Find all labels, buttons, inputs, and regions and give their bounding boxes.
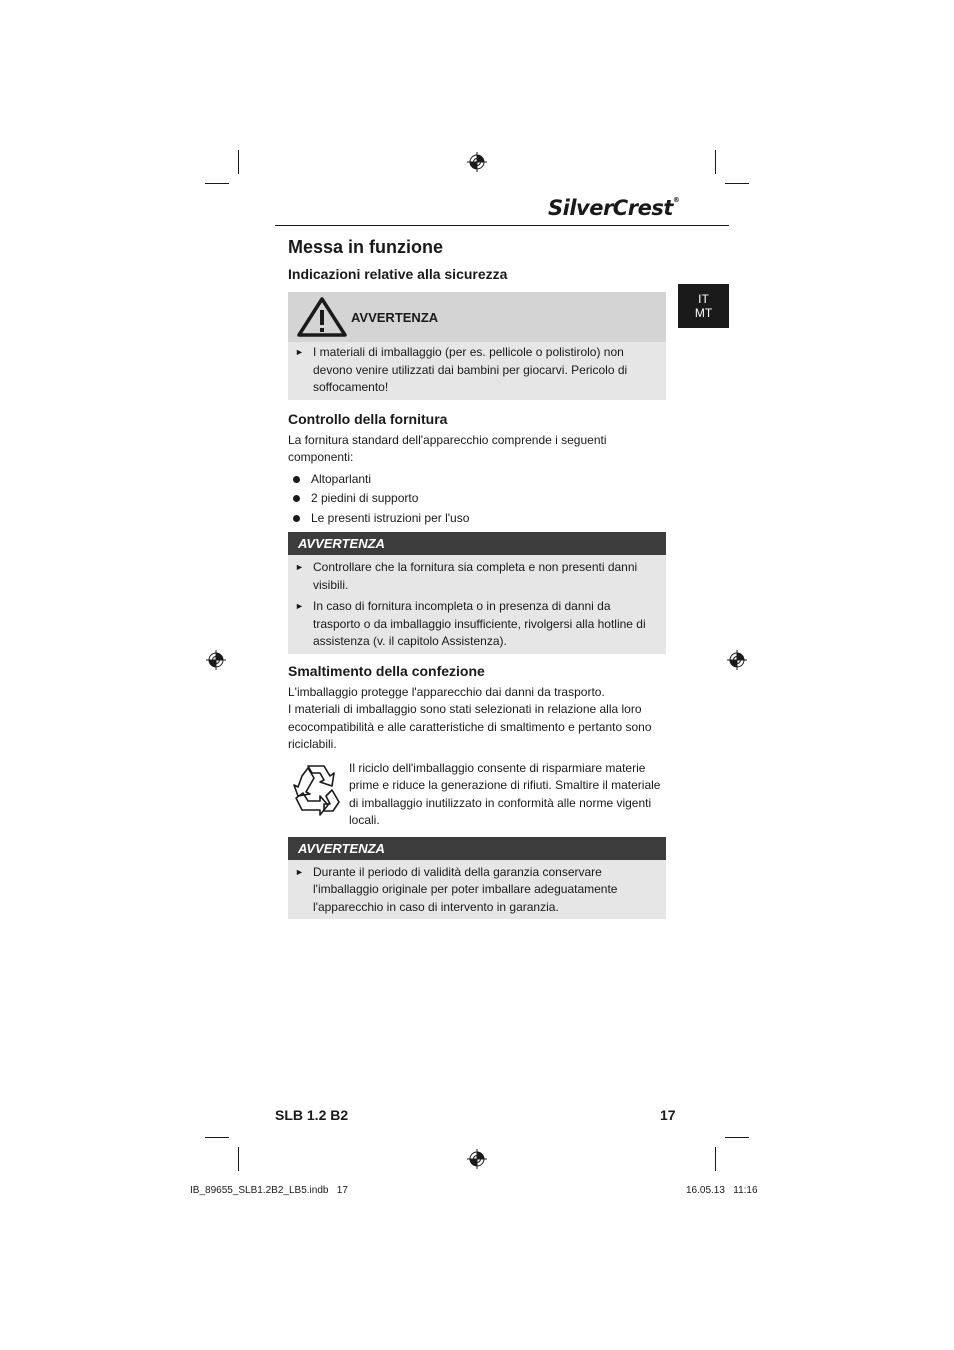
warning-header <box>288 292 666 342</box>
warning-item-text: Controllare che la fornitura sia completa e non presenti danni visibili. <box>313 560 638 592</box>
bullet-dot-icon <box>293 495 300 502</box>
print-file-name: IB_89655_SLB1.2B2_LB5.indb 17 <box>190 1185 348 1196</box>
section-heading-safety: Indicazioni relative alla sicurezza <box>288 266 508 282</box>
page-number: 17 <box>660 1107 676 1123</box>
crop-mark <box>715 150 716 174</box>
list-item <box>288 489 666 509</box>
warning-item-text: In caso di fornitura incompleta o in presenza di danni da trasporto o da imballaggio insufficiente, rivolgersi alla hotline di assistenza (v. il capitolo Assistenza). <box>313 599 646 648</box>
arrow-bullet-icon: ► <box>295 866 304 877</box>
warning-header: AVVERTENZA <box>288 532 666 555</box>
footer-model: SLB 1.2 B2 <box>275 1107 349 1123</box>
arrow-bullet-icon: ► <box>295 601 304 611</box>
arrow-bullet-icon: ► <box>295 347 304 357</box>
warning-triangle-icon <box>296 296 348 338</box>
recycle-text: Il riciclo dell'imballaggio consente di risparmiare materie prime e riduce la generazione di rifiuti. Smaltire il materiale di imballaggio inutilizzato in conformità alle norme vigenti locali. <box>349 760 661 827</box>
registration-mark-icon <box>467 1149 487 1169</box>
bullet-dot-icon <box>293 515 300 522</box>
section-heading-delivery: Controllo della fornitura <box>288 410 448 427</box>
crop-mark <box>715 1147 716 1171</box>
header-rule <box>275 225 729 226</box>
page-content <box>288 234 666 919</box>
warning-item <box>288 559 666 594</box>
crop-mark <box>238 1147 239 1171</box>
page-title: Messa in funzione <box>288 237 444 257</box>
disposal-paragraph: I materiali di imballaggio sono stati selezionati in relazione alla loro ecocompatibilità e alle caratteristiche di smaltimento e pertanto sono riciclabili. <box>288 702 652 751</box>
disposal-warning-box <box>288 837 666 920</box>
warning-label: AVVERTENZA <box>351 309 439 325</box>
language-tab <box>678 284 729 328</box>
recycle-row <box>288 760 666 830</box>
crop-mark <box>205 183 229 184</box>
print-date: 16.05.13 11:16 <box>686 1185 758 1196</box>
list-item <box>288 509 666 529</box>
language-code: MT <box>694 306 713 320</box>
warning-header: AVVERTENZA <box>288 837 666 860</box>
crop-mark <box>725 1137 749 1138</box>
registration-mark-icon <box>467 152 487 172</box>
bullet-dot-icon <box>293 476 300 483</box>
arrow-bullet-icon: ► <box>295 562 304 572</box>
disposal-paragraph: L'imballaggio protegge l'apparecchio dai danni da trasporto. <box>288 684 605 699</box>
delivery-warning-box <box>288 532 666 654</box>
crop-mark <box>725 183 749 184</box>
warning-item-text: I materiali di imballaggio (per es. pellicole o polistirolo) non devono venire utilizzati dai bambini per giocarvi. Pericolo di soffocamento! <box>313 345 628 394</box>
crop-mark <box>205 1137 229 1138</box>
component-text: Le presenti istruzioni per l'uso <box>311 510 470 525</box>
recycle-icon <box>288 760 344 816</box>
brand-name: SilverCrest <box>548 196 673 220</box>
component-text: Altoparlanti <box>311 471 372 486</box>
registration-mark-icon <box>727 650 747 670</box>
safety-warning-box <box>288 292 666 400</box>
language-code: IT <box>698 292 709 306</box>
warning-item <box>288 598 666 651</box>
component-list <box>288 470 666 529</box>
warning-item <box>288 864 666 917</box>
list-item <box>288 470 666 490</box>
crop-mark <box>238 150 239 174</box>
delivery-intro: La fornitura standard dell'apparecchio comprende i seguenti componenti: <box>288 432 607 464</box>
brand-logo <box>548 196 683 224</box>
warning-item-text: Durante il periodo di validità della garanzia conservare l'imballaggio originale per poter imballare adeguatamente l'apparecchio in caso di intervento in garanzia. <box>313 864 618 914</box>
registration-mark-icon <box>206 650 226 670</box>
component-text: 2 piedini di supporto <box>311 491 419 505</box>
brand-registered-mark: ® <box>672 196 680 204</box>
section-heading-disposal: Smaltimento della confezione <box>288 662 485 679</box>
warning-item <box>288 344 666 397</box>
